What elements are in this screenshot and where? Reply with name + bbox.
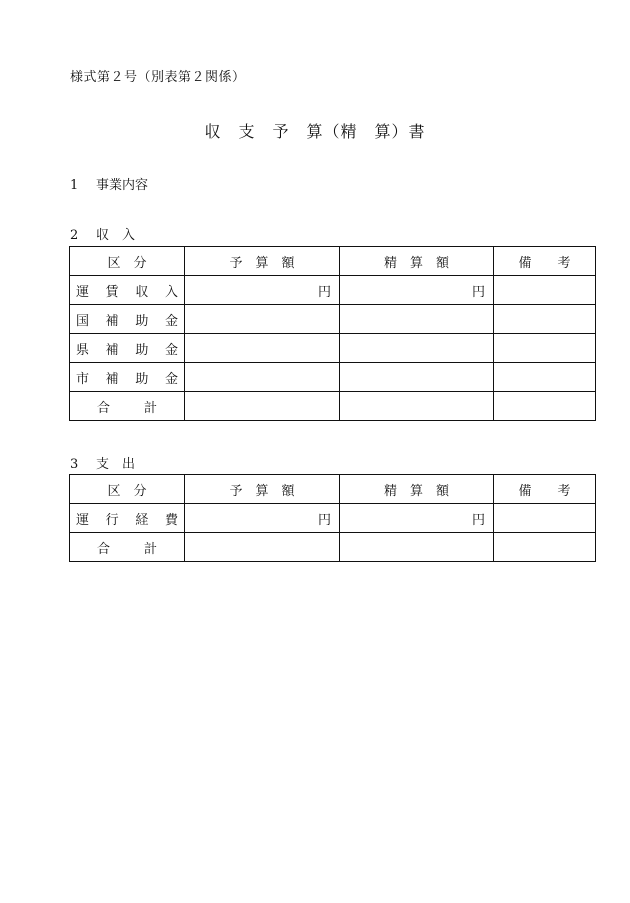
category-char: 金 [164, 371, 178, 387]
category-cell [70, 363, 185, 392]
page-title: 収 支 予 算（精 算）書 [204, 122, 426, 141]
income-table [69, 246, 596, 421]
table-row [70, 363, 596, 392]
category-cell [70, 305, 185, 334]
settlement-amount-field[interactable]: 円 [340, 504, 494, 533]
header-category: 区 分 [70, 247, 185, 276]
table-row [70, 504, 596, 533]
header-budget: 予 算 額 [185, 475, 340, 504]
settlement-amount-field[interactable] [340, 533, 494, 562]
header-remarks: 備 考 [494, 475, 596, 504]
table-row [70, 334, 596, 363]
category-char: 経 [135, 512, 149, 528]
remarks-field[interactable] [494, 334, 596, 363]
category-char: 市 [76, 371, 90, 387]
category-char: 助 [135, 313, 149, 329]
budget-amount-field[interactable] [185, 305, 340, 334]
category-char: 補 [105, 371, 119, 387]
category-char: 助 [135, 371, 149, 387]
table-header-row [70, 247, 596, 276]
section-label: 収 入 [96, 228, 136, 243]
header-category: 区 分 [70, 475, 185, 504]
category-char: 国 [76, 313, 90, 329]
header-budget: 予 算 額 [185, 247, 340, 276]
remarks-field[interactable] [494, 363, 596, 392]
form-number: 様式第２号（別表第２関係） [70, 70, 246, 85]
remarks-field[interactable] [494, 276, 596, 305]
section-label: 支 出 [96, 457, 136, 472]
section-number: 1 [70, 178, 79, 193]
remarks-field[interactable] [494, 504, 596, 533]
settlement-amount-field[interactable] [340, 392, 494, 421]
category-char: 助 [135, 342, 149, 358]
category-cell [70, 504, 185, 533]
category-char: 金 [164, 313, 178, 329]
budget-amount-field[interactable] [185, 334, 340, 363]
expense-table [69, 474, 596, 562]
category-char: 賃 [105, 284, 119, 300]
section-content-heading [70, 174, 148, 193]
remarks-field[interactable] [494, 533, 596, 562]
category-cell [70, 533, 185, 562]
header-settlement: 精 算 額 [340, 247, 494, 276]
table-row [70, 305, 596, 334]
category-char: 補 [105, 313, 119, 329]
settlement-amount-field[interactable] [340, 305, 494, 334]
category-char: 補 [105, 342, 119, 358]
budget-amount-field[interactable]: 円 [185, 504, 340, 533]
category-char: 計 [144, 400, 158, 416]
header-remarks: 備 考 [494, 247, 596, 276]
category-cell [70, 392, 185, 421]
category-char: 費 [164, 512, 178, 528]
budget-amount-field[interactable] [185, 363, 340, 392]
section-income-heading [70, 224, 135, 243]
category-char: 入 [164, 284, 178, 300]
budget-amount-field[interactable] [185, 533, 340, 562]
table-header-row [70, 475, 596, 504]
category-char: 運 [76, 512, 90, 528]
section-number: 2 [70, 228, 79, 243]
category-char: 合 [96, 400, 110, 416]
section-label: 事業内容 [96, 178, 149, 193]
section-number: 3 [70, 457, 79, 472]
budget-amount-field[interactable]: 円 [185, 276, 340, 305]
category-char: 計 [144, 541, 158, 557]
section-expense-heading [70, 453, 135, 472]
remarks-field[interactable] [494, 392, 596, 421]
category-char: 合 [96, 541, 110, 557]
remarks-field[interactable] [494, 305, 596, 334]
total-row [70, 392, 596, 421]
category-char: 金 [164, 342, 178, 358]
settlement-amount-field[interactable] [340, 334, 494, 363]
table-row [70, 276, 596, 305]
category-char: 運 [76, 284, 90, 300]
category-cell [70, 276, 185, 305]
category-char: 行 [105, 512, 119, 528]
header-settlement: 精 算 額 [340, 475, 494, 504]
settlement-amount-field[interactable] [340, 363, 494, 392]
category-char: 収 [135, 284, 149, 300]
total-row [70, 533, 596, 562]
budget-amount-field[interactable] [185, 392, 340, 421]
category-char: 県 [76, 342, 90, 358]
category-cell [70, 334, 185, 363]
settlement-amount-field[interactable]: 円 [340, 276, 494, 305]
